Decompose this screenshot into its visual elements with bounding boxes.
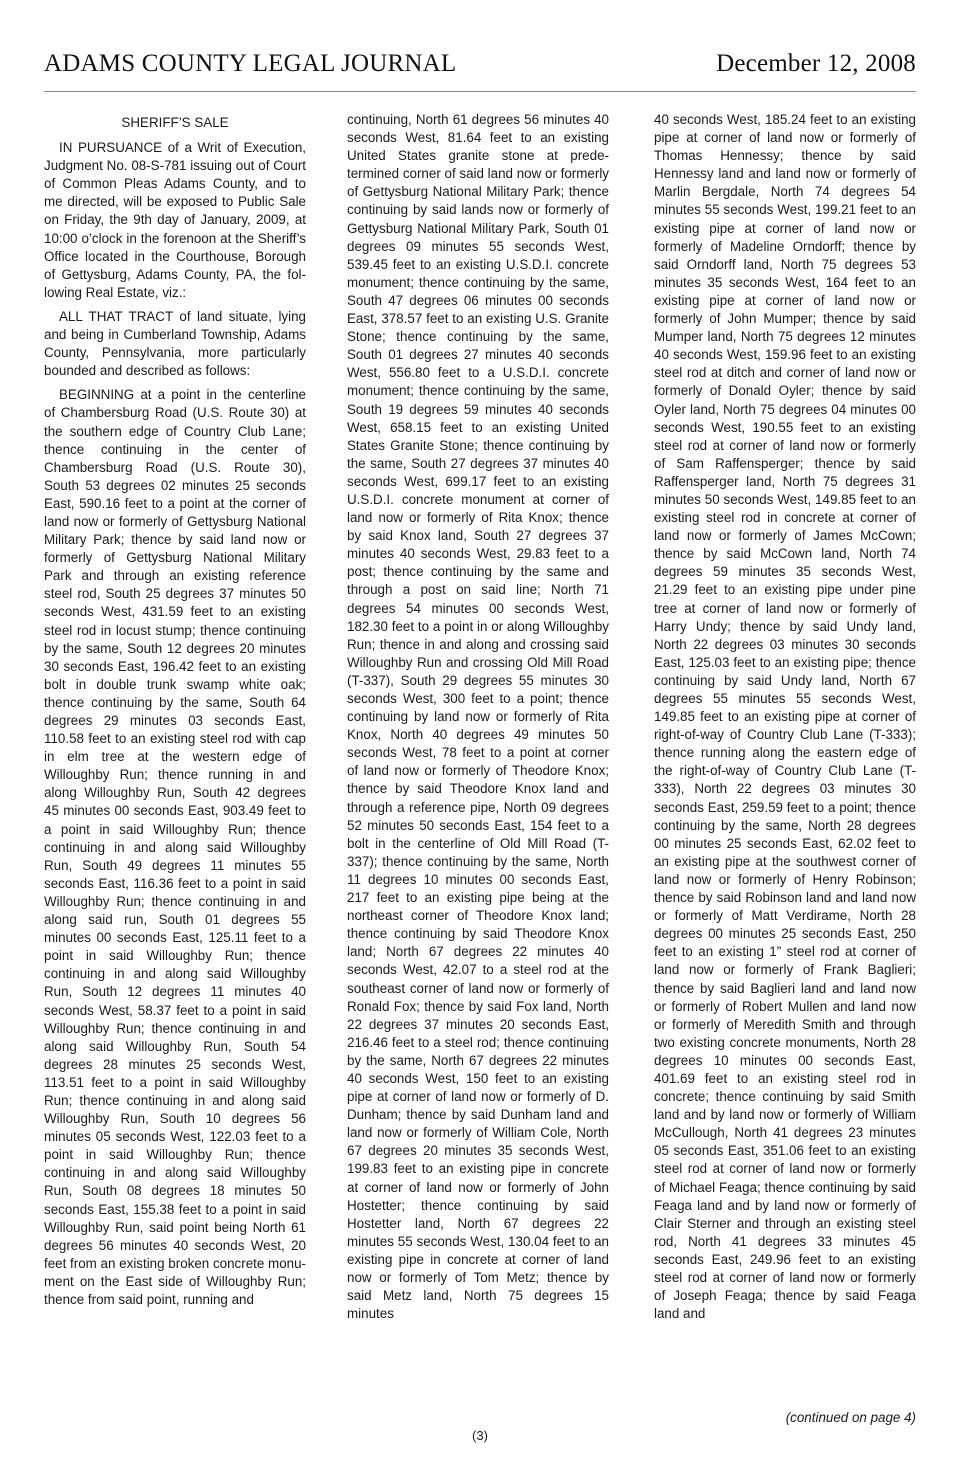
paragraph-writ: IN PURSUANCE of a Writ of Execution, Judgment No. 08-S-781 issuing out of Court of Common Pleas Adams County, and to me directed, will be exposed to Public Sale on Friday, the 9th day of January, 2009, at 10:00 o’clock in the forenoon at the Sheriff’s Office located in the Courthouse, Borough of Gettysburg, Adams County, PA, the following Real Estate, viz.: [44,140,306,300]
header-rule [44,91,916,92]
continued-note: (continued on page 4) [785,1410,916,1425]
page-number: (3) [472,1428,488,1443]
column-2-text: continuing, North 61 degrees 56 minutes 40 seconds West, 81.64 feet to an existing United States granite stone at predetermined corner of said land now or formerly of Gettysburg National Military Park; thence continuing by said lands now or formerly of Gettysburg National Military Park, South 01 degrees 09 minutes 55 seconds West, 539.45 feet to an existing U.S.D.I. concrete monument; thence continuing by the same, South 47 degrees 06 minutes 00 seconds East, 378.57 feet to an existing U.S. Granite Stone; thence continuing by the same, South 01 degrees 27 minutes 40 seconds West, 556.80 feet to a U.S.D.I. concrete monument; thence continuing by the same, South 19 degrees 59 minutes 40 seconds West, 658.15 feet to an existing United States Granite Stone; thence continuing by the same, South 27 degrees 37 minutes 40 seconds West, 699.17 feet to an existing U.S.D.I. concrete monument at corner of land now or formerly of Rita Knox; thence by said Knox land, South 27 degrees 37 minutes 40 seconds West, 29.83 feet to a post; thence continuing by the same and through a post on said line; North 71 degrees 54 minutes 00 seconds West, 182.30 feet to a point in or along Willoughby Run; thence in and along and crossing said Willoughby Run and crossing Old Mill Road (T-337), South 29 degrees 55 minutes 30 seconds West, 300 feet to a point; thence continuing by land now or formerly of Rita Knox, North 40 degrees 49 minutes 50 seconds West, 78 feet to a point at corner of land now or formerly of Theodore Knox; thence by said Theodore Knox land and through a reference pipe, North 09 degrees 52 minutes 50 seconds East, 154 feet to a bolt in the centerline of Old Mill Road (T-337); thence continuing by the same, North 11 degrees 10 minutes 00 seconds East, 217 feet to an existing pipe being at the northeast corner of Theodore Knox land; thence continuing by said Theodore Knox land; North 67 degrees 22 minutes 40 seconds West, 42.07 to a steel rod at the southeast corner of land now or formerly of Ronald Fox; thence by said Fox land, North 22 degrees 37 minutes 20 seconds East, 216.46 feet to a steel rod; thence continuing by the same, North 67 degrees 22 minutes 40 seconds West, 150 feet to an existing pipe at corner of land now or formerly of D. Dunham; thence by said Dunham land and land now or formerly of William Cole, North 67 degrees 20 minutes 35 seconds West, 199.83 feet to an existing pipe in concrete at corner of land now or formerly of John Hostetter; thence continuing by said Hostetter land, North 67 degrees 22 minutes 55 seconds West, 130.04 feet to an existing pipe in concrete at corner of land now or formerly of Tom Metz; thence by said Metz land, North 75 degrees 15 minutes [347,112,609,1322]
article-heading: SHERIFF’S SALE [121,115,229,130]
column-3-text: 40 seconds West, 185.24 feet to an existing pipe at corner of land now or formerly of Thomas Hennessy; thence by said Hennessy land and land now or formerly of Marlin Bergdale, North 74 degrees 54 minutes 55 seconds West, 199.21 feet to an existing pipe at corner of land now or formerly of Madeline Orndorff; thence by said Orndorff land, North 75 degrees 53 minutes 35 seconds West, 164 feet to an existing pipe at corner of land now or formerly of John Mumper; thence by said Mumper land, North 75 degrees 12 minutes 40 seconds West, 159.96 feet to an existing steel rod at ditch and corner of land now or formerly of Donald Oyler; thence by said Oyler land, North 75 degrees 04 minutes 00 seconds West, 190.55 feet to an existing steel rod at corner of land now or formerly of Sam Raffensperger; thence by said Raffensperger land, North 75 degrees 31 minutes 50 seconds West, 149.85 feet to an existing steel rod in concrete at corner of land now or formerly of James McCown; thence by said McCown land, North 74 degrees 59 minutes 35 seconds West, 21.29 feet to an existing pipe under pine tree at corner of land now or formerly of Harry Undy; thence by said Undy land, North 22 degrees 03 minutes 30 seconds East, 125.03 feet to an existing pipe; thence continuing by said Undy land, North 67 degrees 55 minutes 55 seconds West, 149.85 feet to an existing pipe at corner of right-of-way of Country Club Lane (T-333); thence running along the eastern edge of the right-of-way of Country Club Lane (T-333), North 22 degrees 03 minutes 30 seconds East, 259.59 feet to a point; thence continuing by the same, North 28 degrees 00 minutes 25 seconds East, 62.02 feet to an existing pipe at the southwest corner of land now or formerly of Henry Robinson; thence by said Robinson land and land now or formerly of Matt Verdirame, North 28 degrees 00 minutes 25 seconds East, 250 feet to an existing 1” steel rod at corner of land now or formerly of Frank Baglieri; thence by said Baglieri land and land now or formerly of Robert Mullen and land now or formerly of Meredith Smith and through two existing concrete monuments, North 28 degrees 10 minutes 00 seconds East, 401.69 feet to an existing steel rod in concrete; thence continuing by said Smith land and by land now or formerly of William McCullough, North 41 degrees 23 minutes 05 seconds East, 351.06 feet to an existing steel rod at corner of land now or formerly of Michael Feaga; thence continuing by said Feaga land and by land now or formerly of Clair Sterner and through an existing steel rod, North 41 degrees 33 minutes 45 seconds East, 249.96 feet to an existing steel rod at corner of land now or formerly of Joseph Feaga; thence by said Feaga land and [654,112,916,1322]
issue-date: December 12, 2008 [716,50,916,77]
paragraph-tract: ALL THAT TRACT of land situate, lying and being in Cumberland Township, Adams County, Pennsylvania, more particularly bounded and described as follows: [44,308,306,379]
masthead [44,50,916,84]
column-1 [44,111,306,1315]
journal-title: ADAMS COUNTY LEGAL JOURNAL [44,50,457,77]
column-3 [654,111,916,1329]
paragraph-beginning: BEGINNING at a point in the centerline of Chambersburg Road (U.S. Route 30) at the southern edge of Country Club Lane; thence continuing in the center of Chambersburg Road (U.S. Route 30), South 53 degrees 02 minutes 25 seconds East, 590.16 feet to a point at the corner of land now or formerly of Gettysburg National Military Park; thence by said land now or formerly of Gettysburg National Military Park and through an existing reference steel rod, South 25 degrees 37 minutes 50 seconds West, 431.59 feet to an existing steel rod in locust stump; thence continuing by the same, South 12 degrees 20 minutes 30 seconds East, 196.42 feet to an existing bolt in double trunk swamp white oak; thence continuing by the same, South 64 degrees 29 minutes 03 seconds East, 110.58 feet to an existing steel rod with cap in elm tree at the western edge of Willoughby Run; thence running in and along Willoughby Run, South 42 degrees 45 minutes 00 seconds East, 903.49 feet to a point in said Willoughby Run; thence continuing in and along said Willoughby Run, South 49 degrees 11 minutes 55 seconds East, 116.36 feet to a point in said Willoughby Run; thence continuing in and along said run, South 01 degrees 55 minutes 00 seconds East, 125.11 feet to a point in said Willoughby Run; thence continuing in and along said Willoughby Run, South 12 degrees 11 minutes 40 seconds West, 58.37 feet to a point in said Willoughby Run; thence continuing in and along said Willoughby Run, South 54 degrees 28 minutes 25 seconds West, 113.51 feet to a point in said Willoughby Run; thence continuing in and along said Willoughby Run, South 10 degrees 56 minutes 05 seconds West, 122.03 feet to a point in said Willoughby Run; thence continuing in and along said Willoughby Run, South 08 degrees 18 minutes 50 seconds East, 155.38 feet to a point in said Willoughby Run, said point being North 61 degrees 56 minutes 40 seconds West, 20 feet from an existing broken concrete monument on the East side of Willoughby Run; thence from said point, running and [44,387,307,1307]
column-2 [347,111,609,1329]
